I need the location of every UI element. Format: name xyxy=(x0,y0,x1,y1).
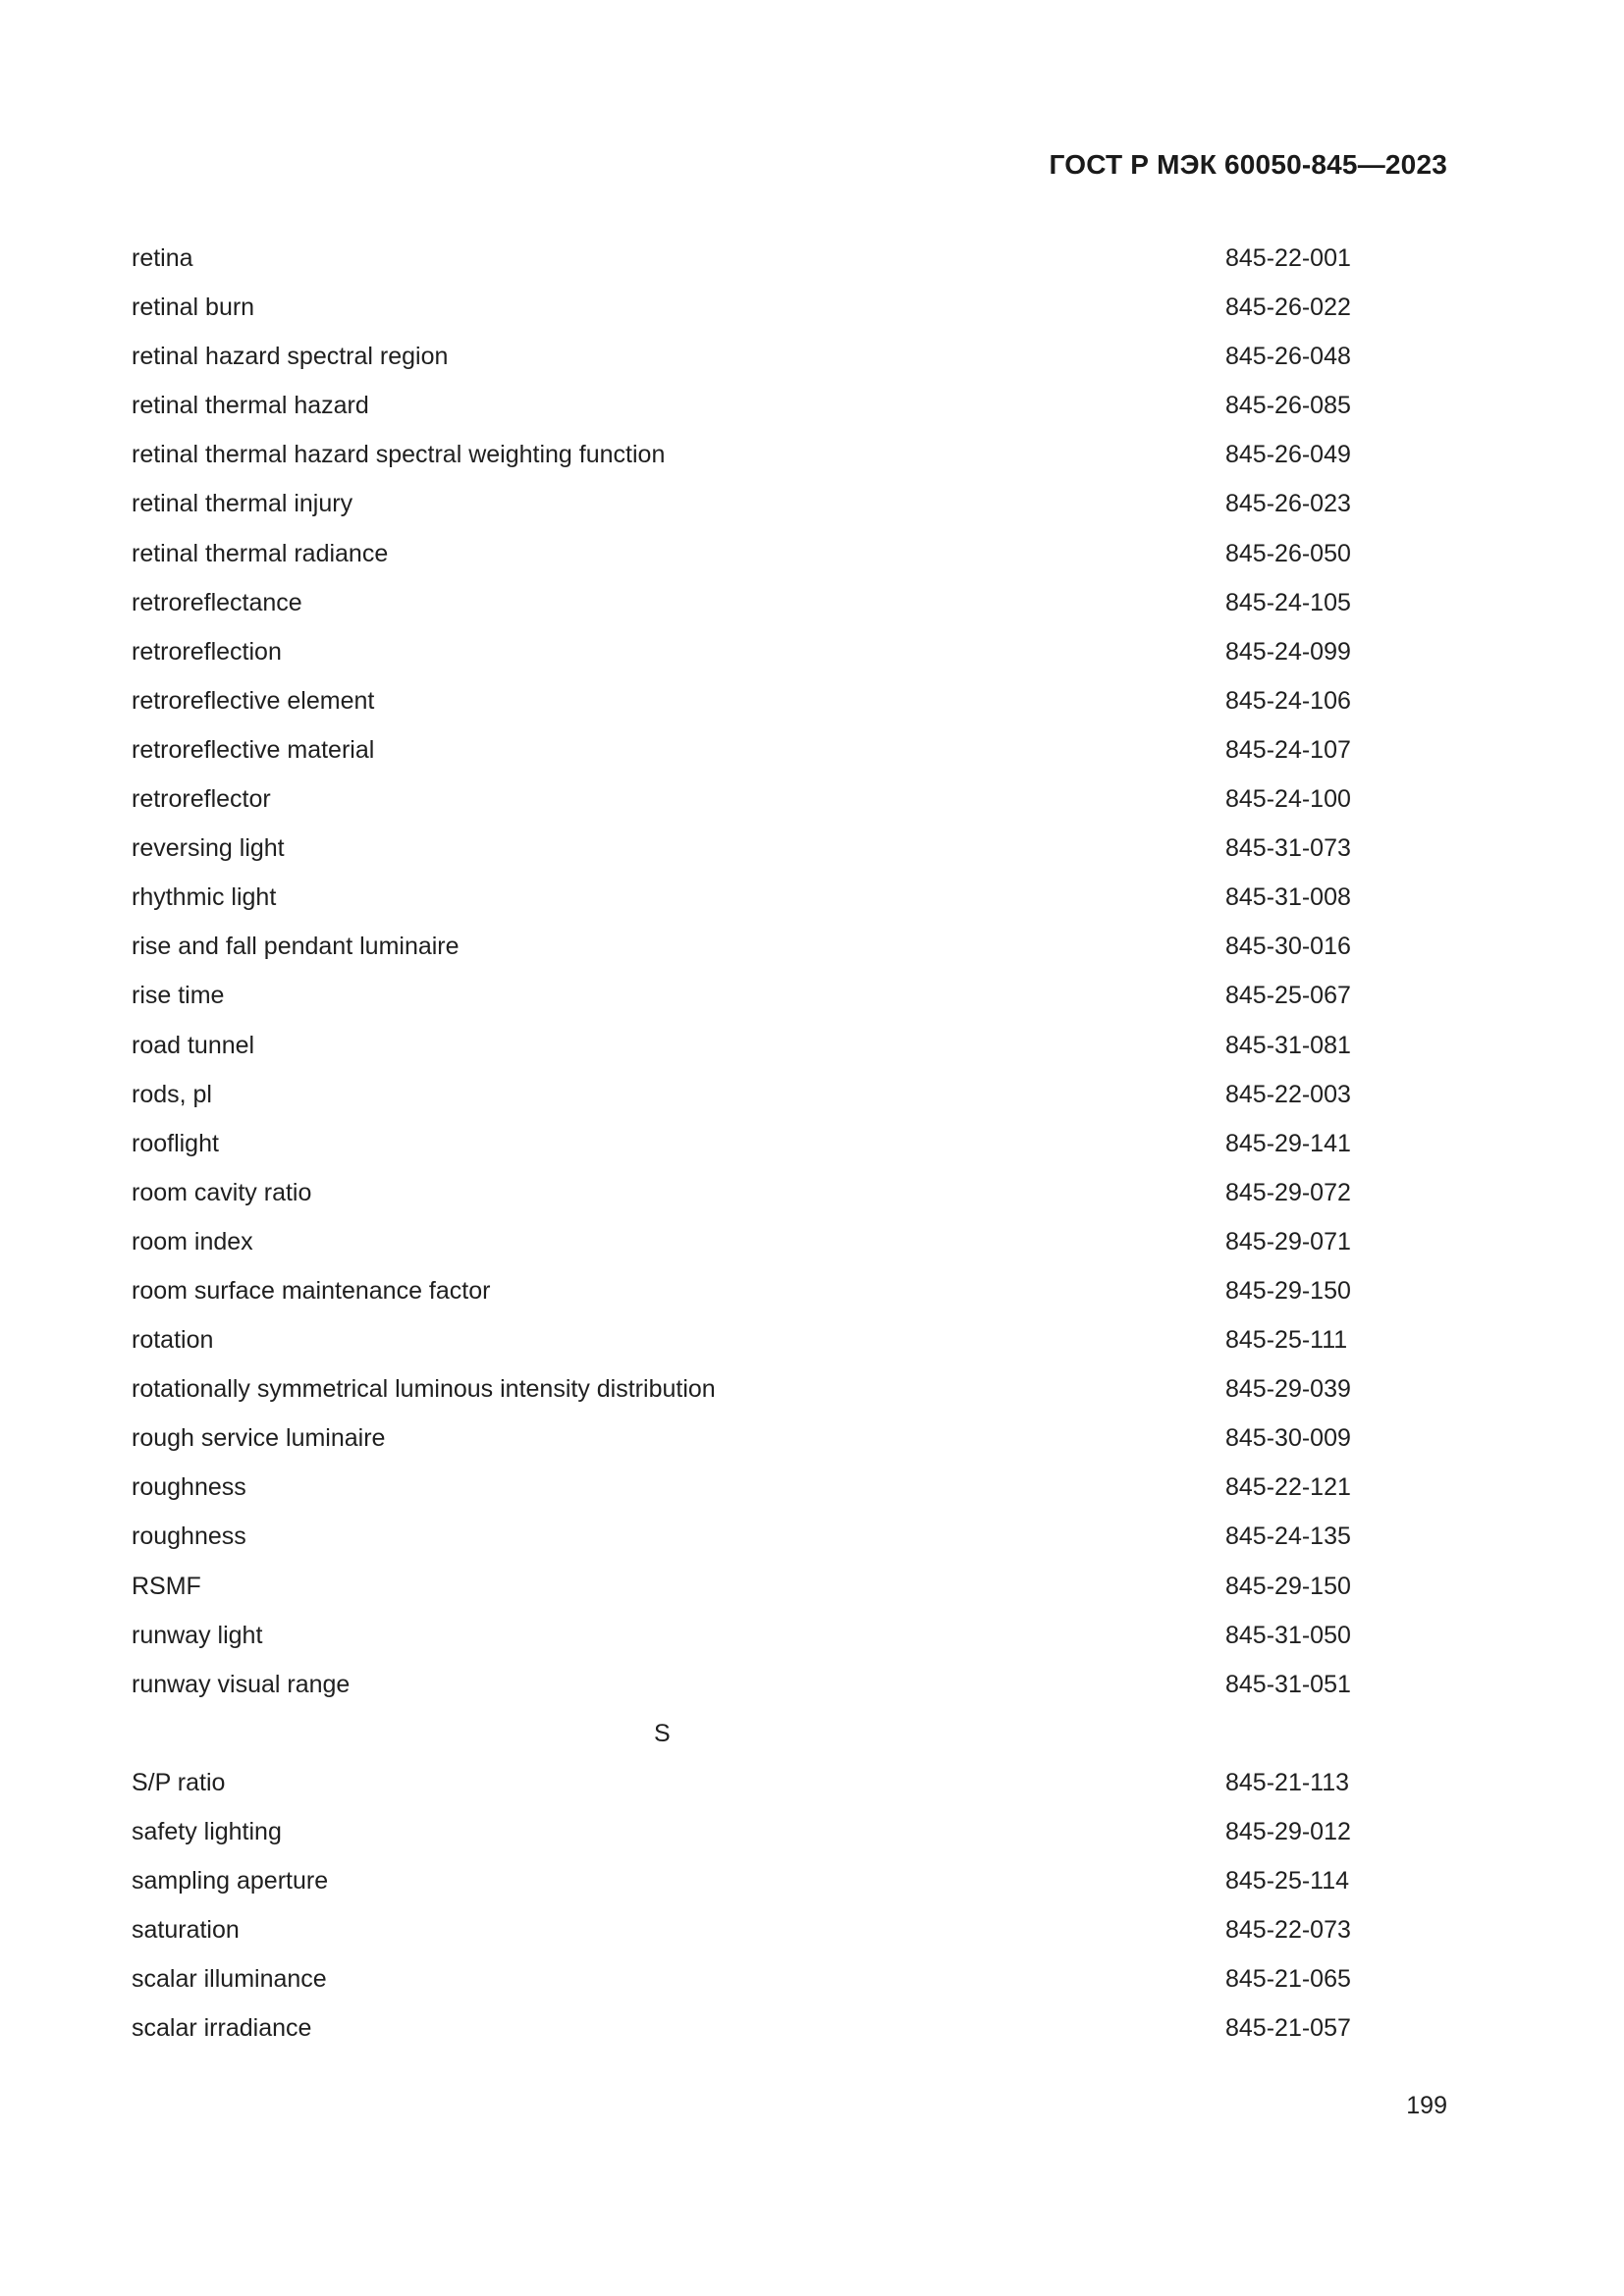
index-code: 845-26-023 xyxy=(1225,490,1351,518)
index-code: 845-30-016 xyxy=(1225,933,1351,961)
index-code: 845-22-001 xyxy=(1225,244,1351,272)
index-entry xyxy=(132,529,1408,578)
index-entry xyxy=(132,1512,1408,1561)
index-term: rhythmic light xyxy=(132,883,277,912)
index-term: retinal burn xyxy=(132,294,255,322)
index-term: runway visual range xyxy=(132,1670,351,1698)
index-code: 845-26-049 xyxy=(1225,441,1351,469)
index-entry xyxy=(132,774,1408,824)
index-code: 845-31-050 xyxy=(1225,1621,1351,1649)
index-term: saturation xyxy=(132,1916,240,1945)
document-header: ГОСТ Р МЭК 60050-845—2023 xyxy=(1049,149,1447,180)
index-code: 845-31-051 xyxy=(1225,1670,1351,1698)
index-term: retina xyxy=(132,244,193,272)
index-code: 845-29-071 xyxy=(1225,1227,1351,1255)
index-term: safety lighting xyxy=(132,1818,282,1845)
index-term: rods, pl xyxy=(132,1080,212,1108)
index-entry xyxy=(132,1119,1408,1168)
index-term: retroreflector xyxy=(132,785,271,814)
index-term: retinal hazard spectral region xyxy=(132,343,449,371)
index-entry xyxy=(132,922,1408,971)
index-code: 845-25-111 xyxy=(1225,1326,1348,1355)
index-term: room surface maintenance factor xyxy=(132,1276,491,1305)
index-entry xyxy=(132,1905,1408,1954)
index-entry xyxy=(132,1660,1408,1709)
index-entry xyxy=(132,332,1408,381)
index-code: 845-29-141 xyxy=(1225,1129,1351,1157)
index-term: reversing light xyxy=(132,834,285,863)
index-term: roughness xyxy=(132,1473,246,1502)
index-entry xyxy=(132,479,1408,528)
index-entry xyxy=(132,1315,1408,1364)
index-code: 845-29-072 xyxy=(1225,1178,1351,1206)
index-entry xyxy=(132,1807,1408,1856)
index-term: runway light xyxy=(132,1621,263,1649)
index-term: rise time xyxy=(132,982,225,1010)
index-code: 845-29-012 xyxy=(1225,1818,1351,1845)
index-entry xyxy=(132,234,1408,283)
index-term: retinal thermal hazard xyxy=(132,392,369,420)
index-entry xyxy=(132,676,1408,725)
index-entry xyxy=(132,1463,1408,1512)
section-letter-row xyxy=(132,1709,1408,1758)
index-term: sampling aperture xyxy=(132,1867,329,1896)
index-code: 845-24-099 xyxy=(1225,637,1351,666)
index-term: scalar illuminance xyxy=(132,1965,327,1994)
index-term: rotationally symmetrical luminous intensity distribution xyxy=(132,1375,716,1404)
index-code: 845-25-114 xyxy=(1225,1867,1350,1896)
index-entry xyxy=(132,1758,1408,1807)
index-term: rough service luminaire xyxy=(132,1424,386,1453)
index-term: retroreflectance xyxy=(132,588,302,616)
index-entry xyxy=(132,1217,1408,1266)
index-code: 845-29-039 xyxy=(1225,1375,1351,1404)
index-code: 845-21-065 xyxy=(1225,1965,1351,1994)
index-entry xyxy=(132,824,1408,873)
index-code: 845-22-073 xyxy=(1225,1916,1351,1945)
index-code: 845-31-008 xyxy=(1225,883,1351,912)
index-term: room cavity ratio xyxy=(132,1178,312,1206)
index-code: 845-21-113 xyxy=(1225,1768,1350,1796)
index-code: 845-31-081 xyxy=(1225,1031,1351,1059)
index-term: rotation xyxy=(132,1326,214,1355)
index-entry xyxy=(132,381,1408,430)
index-entry xyxy=(132,971,1408,1020)
index-code: 845-21-057 xyxy=(1225,2014,1351,2043)
index-term: room index xyxy=(132,1227,253,1255)
index-entry xyxy=(132,1414,1408,1463)
index-entry xyxy=(132,1562,1408,1611)
index-entry xyxy=(132,1266,1408,1315)
index-entry xyxy=(132,1611,1408,1660)
index-code: 845-29-150 xyxy=(1225,1572,1351,1600)
index-term: retroreflective element xyxy=(132,686,375,715)
index-code: 845-24-105 xyxy=(1225,588,1351,616)
index-code: 845-26-085 xyxy=(1225,392,1351,420)
index-entry xyxy=(132,1364,1408,1414)
index-code: 845-24-106 xyxy=(1225,686,1351,715)
index-term: RSMF xyxy=(132,1572,201,1600)
index-entry xyxy=(132,283,1408,332)
index-code: 845-22-003 xyxy=(1225,1080,1351,1108)
index-entry xyxy=(132,430,1408,479)
index-term: S/P ratio xyxy=(132,1768,226,1796)
index-code: 845-26-022 xyxy=(1225,294,1351,322)
index-term: retroreflection xyxy=(132,637,282,666)
index-entry xyxy=(132,627,1408,676)
index-entry xyxy=(132,578,1408,627)
index-code: 845-26-050 xyxy=(1225,539,1351,567)
index-code: 845-24-100 xyxy=(1225,785,1351,814)
index-entry xyxy=(132,1070,1408,1119)
index-code: 845-24-135 xyxy=(1225,1522,1351,1551)
index-code: 845-24-107 xyxy=(1225,735,1351,764)
index-term: scalar irradiance xyxy=(132,2014,312,2043)
index-term: rooflight xyxy=(132,1129,219,1157)
index-term: retroreflective material xyxy=(132,735,375,764)
index-entry xyxy=(132,2003,1408,2053)
index-entry xyxy=(132,1856,1408,1905)
index-entry xyxy=(132,873,1408,922)
term-index xyxy=(132,234,1408,2053)
index-term: retinal thermal radiance xyxy=(132,539,389,567)
index-entry xyxy=(132,725,1408,774)
index-term: retinal thermal hazard spectral weighting function xyxy=(132,441,666,469)
index-term: road tunnel xyxy=(132,1031,255,1059)
index-code: 845-30-009 xyxy=(1225,1424,1351,1453)
index-code: 845-29-150 xyxy=(1225,1276,1351,1305)
section-letter: S xyxy=(654,1719,671,1747)
index-entry xyxy=(132,1021,1408,1070)
index-term: roughness xyxy=(132,1522,246,1551)
index-entry xyxy=(132,1954,1408,2003)
index-term: rise and fall pendant luminaire xyxy=(132,933,460,961)
index-code: 845-31-073 xyxy=(1225,834,1351,863)
index-term: retinal thermal injury xyxy=(132,490,353,518)
index-code: 845-26-048 xyxy=(1225,343,1351,371)
index-code: 845-22-121 xyxy=(1225,1473,1351,1502)
index-code: 845-25-067 xyxy=(1225,982,1351,1010)
index-entry xyxy=(132,1168,1408,1217)
page-number: 199 xyxy=(1406,2092,1447,2119)
